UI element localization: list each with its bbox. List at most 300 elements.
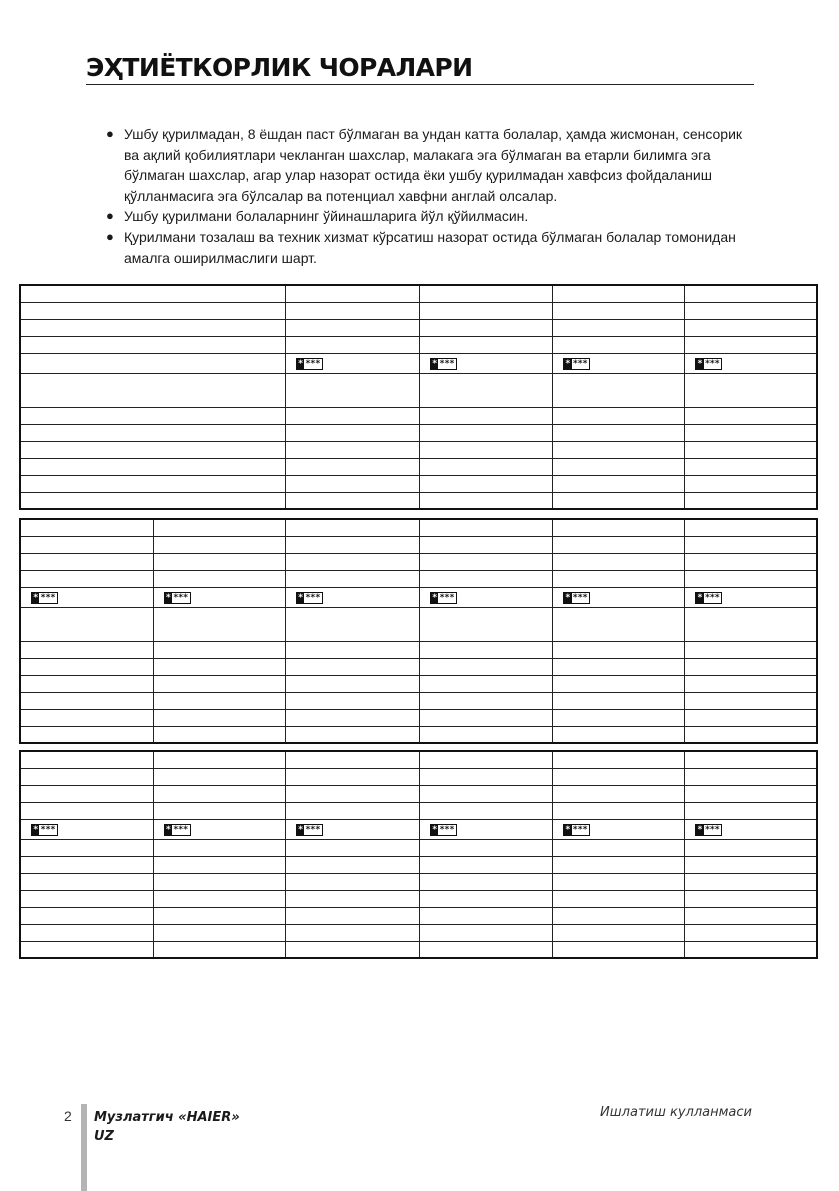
table-row [20, 492, 817, 509]
table-cell [553, 285, 685, 302]
table-cell [285, 570, 419, 587]
table-cell [553, 492, 685, 509]
table-cell [553, 441, 685, 458]
table-row [20, 941, 817, 958]
list-item [106, 124, 756, 206]
bullet-icon: ● [106, 228, 114, 244]
stars-label: *** [305, 825, 320, 835]
table-cell [20, 336, 285, 353]
table-cell [285, 336, 419, 353]
table-cell [419, 839, 552, 856]
table-cell [285, 607, 419, 641]
table-cell [153, 768, 285, 785]
star-icon: * [297, 825, 304, 835]
stars-label: *** [40, 593, 56, 603]
table-cell [685, 641, 817, 658]
table-cell [553, 802, 685, 819]
table-cell [419, 441, 552, 458]
star-icon: * [697, 359, 703, 369]
star-icon: * [165, 593, 172, 603]
bullet-icon: ● [106, 208, 114, 224]
table-cell [419, 492, 552, 509]
freezer-star-rating-icon [296, 358, 323, 370]
table-cell [685, 856, 817, 873]
table-cell [285, 907, 419, 924]
table-cell [153, 641, 285, 658]
table-cell [285, 475, 419, 492]
table-cell [153, 751, 285, 768]
table-cell [20, 785, 153, 802]
table-row [20, 751, 817, 768]
table-cell [419, 475, 552, 492]
table-cell [419, 675, 552, 692]
freezer-star-rating-icon [430, 358, 457, 370]
table-cell [553, 407, 685, 424]
freezer-star-rating-icon [296, 824, 323, 836]
stars-label: *** [305, 593, 320, 603]
table-cell [419, 336, 552, 353]
star-icon: * [33, 593, 39, 603]
star-icon: * [431, 593, 438, 603]
table-cell [20, 519, 153, 536]
table-cell [20, 424, 285, 441]
table-cell [553, 726, 685, 743]
table-cell [553, 353, 685, 373]
table-cell [419, 907, 552, 924]
table-cell [153, 536, 285, 553]
freezer-star-rating-icon [695, 358, 722, 370]
table-cell [285, 751, 419, 768]
table-cell [285, 819, 419, 839]
bullet-text: Ушбу қурилмадан, 8 ёшдан паст бўлмаган ва ундан катта болалар, ҳамда жисмонан, сенсорик ва ақлий қобилиятлари чекланган шахслар, малакага эга бўлмаган ва етарли билимга эга бўлмаган шахслар, агар улар назорат остида ёки ушбу қурилмадан хавфсиз фойдаланиш қўлланмасига эга бўлсалар ва потенциал хавфни англай олсалар. [124, 126, 743, 204]
footer-brand [94, 1108, 240, 1146]
table-cell [285, 353, 419, 373]
stars-label: *** [439, 825, 455, 835]
table-cell [419, 519, 552, 536]
table-cell [20, 692, 153, 709]
table-cell [685, 553, 817, 570]
table-row [20, 675, 817, 692]
table-cell [419, 802, 552, 819]
table-cell [419, 692, 552, 709]
table-cell [553, 856, 685, 873]
stars-label: *** [305, 359, 321, 369]
table-cell [553, 373, 685, 407]
table-cell [685, 941, 817, 958]
table-row [20, 641, 817, 658]
stars-label: *** [704, 359, 720, 369]
freezer-star-rating-icon [164, 592, 191, 604]
table-cell [153, 890, 285, 907]
table-cell [153, 785, 285, 802]
table-cell [553, 570, 685, 587]
table-cell [685, 441, 817, 458]
table-cell [553, 536, 685, 553]
freezer-star-rating-icon [296, 592, 323, 604]
table-cell [685, 819, 817, 839]
table-cell [20, 856, 153, 873]
table-cell [553, 658, 685, 675]
table-cell [285, 785, 419, 802]
table-cell [20, 475, 285, 492]
freezer-star-rating-icon [563, 592, 590, 604]
freezer-star-rating-icon [563, 358, 590, 370]
table-cell [685, 353, 817, 373]
table-cell [20, 407, 285, 424]
stars-label: *** [704, 593, 720, 603]
table-cell [285, 424, 419, 441]
table-cell [285, 873, 419, 890]
table-cell [285, 675, 419, 692]
table-cell [553, 839, 685, 856]
table-cell [685, 373, 817, 407]
bullet-text: Ушбу қурилмани болаларнинг ўйинашларига йўл қўйилмасин. [124, 208, 529, 225]
table-cell [285, 285, 419, 302]
table-cell [685, 587, 817, 607]
table-cell [285, 519, 419, 536]
table-cell [553, 319, 685, 336]
stars-label: *** [572, 825, 588, 835]
table-cell [419, 751, 552, 768]
freezer-star-rating-icon [164, 824, 191, 836]
table-cell [685, 675, 817, 692]
table-row [20, 785, 817, 802]
star-icon: * [565, 593, 571, 603]
table-cell [153, 907, 285, 924]
table-cell [419, 819, 552, 839]
table-cell [553, 519, 685, 536]
star-icon: * [297, 593, 304, 603]
table-cell [20, 641, 153, 658]
table-cell [685, 751, 817, 768]
table-cell [419, 424, 552, 441]
stars-label: *** [439, 593, 455, 603]
list-item [106, 227, 756, 268]
footer-lang: UZ [94, 1129, 114, 1144]
table-cell [419, 353, 552, 373]
star-icon: * [565, 825, 571, 835]
table-cell [553, 924, 685, 941]
table-cell [419, 924, 552, 941]
table-cell [285, 839, 419, 856]
table-cell [285, 890, 419, 907]
table-cell [285, 726, 419, 743]
table-cell [553, 475, 685, 492]
table-cell [419, 873, 552, 890]
table-cell [20, 373, 285, 407]
table-cell [20, 839, 153, 856]
table-cell [685, 890, 817, 907]
table-cell [553, 890, 685, 907]
table-cell [20, 441, 285, 458]
table-cell [685, 907, 817, 924]
table-cell [20, 285, 285, 302]
table-cell [419, 726, 552, 743]
table-cell [153, 607, 285, 641]
stars-label: *** [572, 593, 588, 603]
table-cell [685, 336, 817, 353]
table-cell [20, 319, 285, 336]
table-cell [285, 407, 419, 424]
table-cell [685, 802, 817, 819]
table-cell [553, 785, 685, 802]
table-cell [419, 458, 552, 475]
table-cell [153, 519, 285, 536]
footer-manual-title: Ишлатиш кулланмаси [600, 1105, 752, 1120]
safety-list [106, 124, 756, 268]
table-cell [419, 373, 552, 407]
table-cell [419, 709, 552, 726]
table-cell [20, 353, 285, 373]
bullet-icon: ● [106, 126, 114, 141]
table-cell [553, 751, 685, 768]
table-cell [685, 924, 817, 941]
table-row [20, 570, 817, 587]
freezer-star-rating-icon [31, 592, 58, 604]
table-cell [419, 587, 552, 607]
table-cell [419, 658, 552, 675]
table-cell [153, 819, 285, 839]
table-cell [685, 492, 817, 509]
table-cell [419, 570, 552, 587]
table-row [20, 658, 817, 675]
table-row [20, 302, 817, 319]
stars-label: *** [439, 359, 455, 369]
table-row [20, 536, 817, 553]
table-1 [19, 284, 818, 510]
table-row [20, 768, 817, 785]
table-cell [685, 768, 817, 785]
table-cell [285, 768, 419, 785]
table-cell [685, 285, 817, 302]
table-row [20, 709, 817, 726]
stars-label: *** [173, 593, 188, 603]
table-cell [685, 407, 817, 424]
table-row [20, 839, 817, 856]
table-row [20, 424, 817, 441]
table-row [20, 873, 817, 890]
table-cell [685, 709, 817, 726]
table-cell [285, 587, 419, 607]
stars-label: *** [572, 359, 588, 369]
table-cell [553, 873, 685, 890]
stars-label: *** [40, 825, 56, 835]
star-icon: * [697, 593, 703, 603]
table-cell [419, 890, 552, 907]
table-cell [685, 692, 817, 709]
star-icon: * [697, 825, 703, 835]
table-row [20, 607, 817, 641]
table-row [20, 692, 817, 709]
table-cell [153, 587, 285, 607]
table-row [20, 353, 817, 373]
table-cell [685, 302, 817, 319]
table-row [20, 726, 817, 743]
star-icon: * [165, 825, 172, 835]
table-cell [285, 658, 419, 675]
freezer-star-rating-icon [31, 824, 58, 836]
table-cell [153, 658, 285, 675]
table-row [20, 407, 817, 424]
table-row [20, 924, 817, 941]
freezer-star-rating-icon [430, 824, 457, 836]
table-cell [285, 802, 419, 819]
table-row [20, 285, 817, 302]
table-cell [553, 709, 685, 726]
table-row [20, 890, 817, 907]
freezer-star-rating-icon [695, 592, 722, 604]
table-cell [553, 907, 685, 924]
table-cell [20, 536, 153, 553]
table-cell [553, 587, 685, 607]
table-cell [419, 407, 552, 424]
table-cell [419, 941, 552, 958]
table-row [20, 373, 817, 407]
table-cell [20, 302, 285, 319]
table-cell [553, 336, 685, 353]
table-cell [285, 302, 419, 319]
table-cell [553, 641, 685, 658]
table-cell [285, 492, 419, 509]
table-cell [20, 751, 153, 768]
table-cell [285, 536, 419, 553]
table-row [20, 519, 817, 536]
footer-brand-name: Музлатгич «HAIER» [94, 1110, 240, 1125]
table-cell [685, 607, 817, 641]
table-cell [685, 839, 817, 856]
table-cell [285, 924, 419, 941]
table-cell [153, 802, 285, 819]
table-cell [20, 607, 153, 641]
table-cell [285, 458, 419, 475]
table-cell [20, 458, 285, 475]
table-cell [685, 475, 817, 492]
table-cell [20, 907, 153, 924]
stars-label: *** [704, 825, 720, 835]
table-row [20, 441, 817, 458]
table-cell [553, 553, 685, 570]
star-icon: * [297, 359, 304, 369]
table-cell [553, 424, 685, 441]
table-cell [285, 856, 419, 873]
freezer-star-rating-icon [430, 592, 457, 604]
table-row [20, 587, 817, 607]
table-cell [553, 458, 685, 475]
table-cell [153, 924, 285, 941]
table-row [20, 907, 817, 924]
table-row [20, 819, 817, 839]
table-cell [153, 553, 285, 570]
table-cell [419, 319, 552, 336]
table-cell [553, 607, 685, 641]
table-row [20, 475, 817, 492]
table-cell [20, 553, 153, 570]
table-cell [153, 726, 285, 743]
table-cell [20, 587, 153, 607]
table-cell [285, 709, 419, 726]
table-cell [685, 726, 817, 743]
table-cell [553, 819, 685, 839]
table-cell [685, 785, 817, 802]
table-cell [20, 924, 153, 941]
table-cell [419, 641, 552, 658]
table-cell [20, 873, 153, 890]
table-cell [419, 285, 552, 302]
table-cell [20, 890, 153, 907]
table-cell [685, 536, 817, 553]
bullet-text: Қурилмани тозалаш ва техник хизмат кўрсатиш назорат остида бўлмаган болалар томонидан амалга оширилмаслиги шарт. [124, 228, 736, 266]
table-cell [419, 856, 552, 873]
table-cell [20, 675, 153, 692]
table-cell [553, 768, 685, 785]
table-cell [285, 641, 419, 658]
table-row [20, 319, 817, 336]
table-cell [285, 941, 419, 958]
table-cell [20, 709, 153, 726]
footer-bar [81, 1104, 87, 1191]
table-cell [419, 785, 552, 802]
table-cell [553, 675, 685, 692]
table-cell [153, 709, 285, 726]
star-icon: * [431, 825, 438, 835]
table-cell [419, 553, 552, 570]
list-item [106, 206, 756, 227]
table-row [20, 458, 817, 475]
table-cell [419, 536, 552, 553]
table-cell [153, 839, 285, 856]
table-cell [419, 768, 552, 785]
table-cell [285, 373, 419, 407]
page-number: 2 [64, 1108, 72, 1124]
table-cell [285, 319, 419, 336]
table-cell [685, 424, 817, 441]
table-cell [419, 607, 552, 641]
table-cell [685, 873, 817, 890]
table-cell [419, 302, 552, 319]
table-cell [20, 819, 153, 839]
table-cell [153, 570, 285, 587]
table-cell [20, 658, 153, 675]
table-row [20, 856, 817, 873]
table-cell [153, 856, 285, 873]
table-cell [20, 768, 153, 785]
table-cell [685, 319, 817, 336]
stars-label: *** [173, 825, 188, 835]
table-cell [20, 941, 153, 958]
table-cell [685, 519, 817, 536]
table-row [20, 336, 817, 353]
star-icon: * [565, 359, 571, 369]
table-cell [685, 458, 817, 475]
table-2 [19, 518, 818, 744]
table-3 [19, 750, 818, 959]
table-cell [20, 726, 153, 743]
table-row [20, 553, 817, 570]
table-cell [20, 570, 153, 587]
freezer-star-rating-icon [563, 824, 590, 836]
freezer-star-rating-icon [695, 824, 722, 836]
table-cell [285, 553, 419, 570]
table-cell [153, 873, 285, 890]
table-cell [153, 692, 285, 709]
table-cell [685, 658, 817, 675]
table-cell [153, 941, 285, 958]
table-cell [285, 441, 419, 458]
table-cell [153, 675, 285, 692]
table-cell [20, 492, 285, 509]
page-title: ЭҲТИЁТКОРЛИК ЧОРАЛАРИ [86, 50, 754, 85]
star-icon: * [33, 825, 39, 835]
